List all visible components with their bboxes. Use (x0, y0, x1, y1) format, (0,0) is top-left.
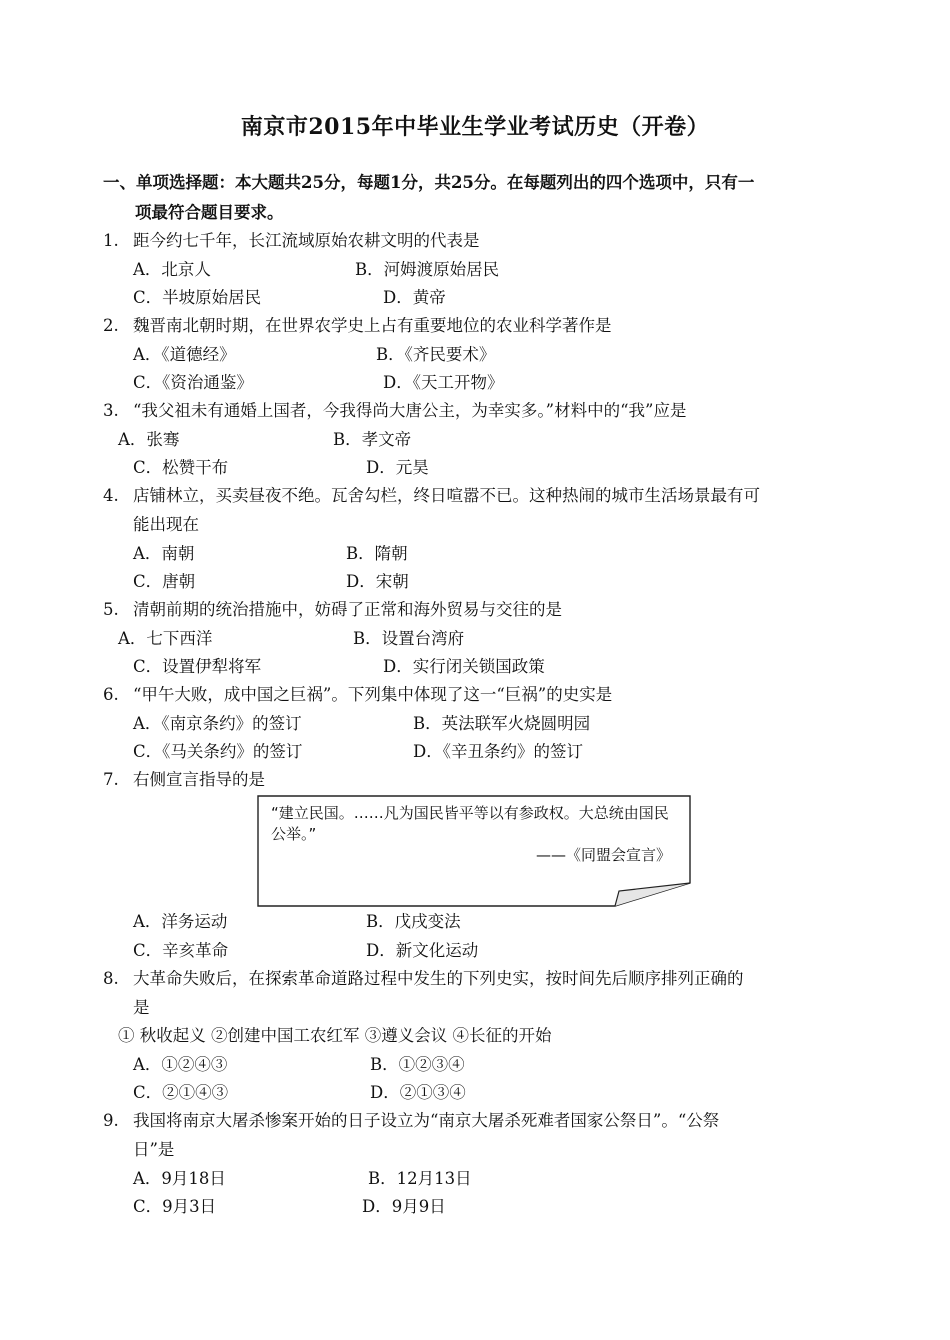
option-c: C．②①④③ (133, 1083, 229, 1102)
option-c: C．辛亥革命 (133, 941, 229, 960)
section-heading (103, 168, 848, 228)
option-a: A．七下西洋 (118, 629, 213, 648)
option-b: B．12月13日 (368, 1169, 472, 1188)
option-a: A．北京人 (133, 260, 211, 279)
question-stem: 5. 清朝前期的统治措施中，妨碍了正常和海外贸易与交往的是 (103, 600, 562, 619)
question-items: ① 秋收起义 ②创建中国工农红军 ③遵义会议 ④长征的开始 (118, 1026, 552, 1045)
option-b: B．河姆渡原始居民 (355, 260, 500, 279)
option-c: C．《资治通鉴》 (133, 373, 253, 392)
option-d: D．②①③④ (370, 1083, 466, 1102)
question-stem: 3. “我父祖未有通婚上国者，今我得尚大唐公主，为幸实多。”材料中的“我”应是 (103, 401, 687, 420)
question-stem: 8. 大革命失败后，在探索革命道路过程中发生的下列史实，按时间先后顺序排列正确的 是 (103, 969, 744, 1017)
question-stem: 7. 右侧宣言指导的是 (103, 770, 265, 789)
option-c: C．《马关条约》的签订 (133, 742, 303, 761)
quote-box (257, 795, 691, 907)
option-d: D．宋朝 (346, 572, 409, 591)
option-a: A．《道德经》 (133, 345, 236, 364)
option-a: A．《南京条约》的签订 (133, 714, 302, 733)
question-stem: 1. 距今约七千年，长江流域原始农耕文明的代表是 (103, 231, 480, 250)
option-d: D．《天工开物》 (383, 373, 504, 392)
page-title: 南京市2015年中毕业生学业考试历史（开卷） (240, 114, 710, 140)
section-heading-line2: 项最符合题目要求。 (135, 203, 284, 222)
option-a: A．洋务运动 (133, 912, 228, 931)
question-stem: 4. 店铺林立，买卖昼夜不绝。瓦舍勾栏，终日喧嚣不已。这种热闹的城市生活场景最有可 能出现在 (103, 486, 760, 534)
option-c: C．唐朝 (133, 572, 196, 591)
option-c: C．9月3日 (133, 1197, 217, 1216)
option-b: B．《齐民要术》 (376, 345, 496, 364)
option-d: D．元昊 (366, 458, 429, 477)
option-a: A．①②④③ (133, 1055, 228, 1074)
option-a: A．张骞 (118, 430, 180, 449)
option-b: B．设置台湾府 (353, 629, 465, 648)
option-a: A．9月18日 (133, 1169, 226, 1188)
option-b: B．孝文帝 (333, 430, 412, 449)
option-d: D．黄帝 (383, 288, 446, 307)
option-c: C．半坡原始居民 (133, 288, 262, 307)
option-d: D．9月9日 (362, 1197, 446, 1216)
option-d: D．《辛丑条约》的签订 (413, 742, 583, 761)
option-b: B．隋朝 (346, 544, 408, 563)
quote-source: ——《同盟会宣言》 (535, 846, 671, 864)
question-stem: 6. “甲午大败，成中国之巨祸”。下列集中体现了这一“巨祸”的史实是 (103, 685, 613, 704)
quote-text: “建立民国。……凡为国民皆平等以有参政权。大总统由国民公举。” (271, 804, 669, 843)
option-c: C．松赞干布 (133, 458, 229, 477)
option-b: B．①②③④ (370, 1055, 465, 1074)
option-b: B．英法联军火烧圆明园 (413, 714, 591, 733)
section-heading-line1: 一、单项选择题：本大题共25分，每题1分，共25分。在每题列出的四个选项中，只有一 (103, 173, 755, 192)
option-d: D．新文化运动 (366, 941, 479, 960)
option-d: D．实行闭关锁国政策 (383, 657, 545, 676)
option-a: A．南朝 (133, 544, 195, 563)
option-c: C．设置伊犁将军 (133, 657, 262, 676)
option-b: B．戊戌变法 (366, 912, 461, 931)
question-stem: 9. 我国将南京大屠杀惨案开始的日子设立为“南京大屠杀死难者国家公祭日”。“公祭 日”是 (103, 1111, 720, 1159)
question-stem: 2. 魏晋南北朝时期，在世界农学史上占有重要地位的农业科学著作是 (103, 316, 612, 335)
